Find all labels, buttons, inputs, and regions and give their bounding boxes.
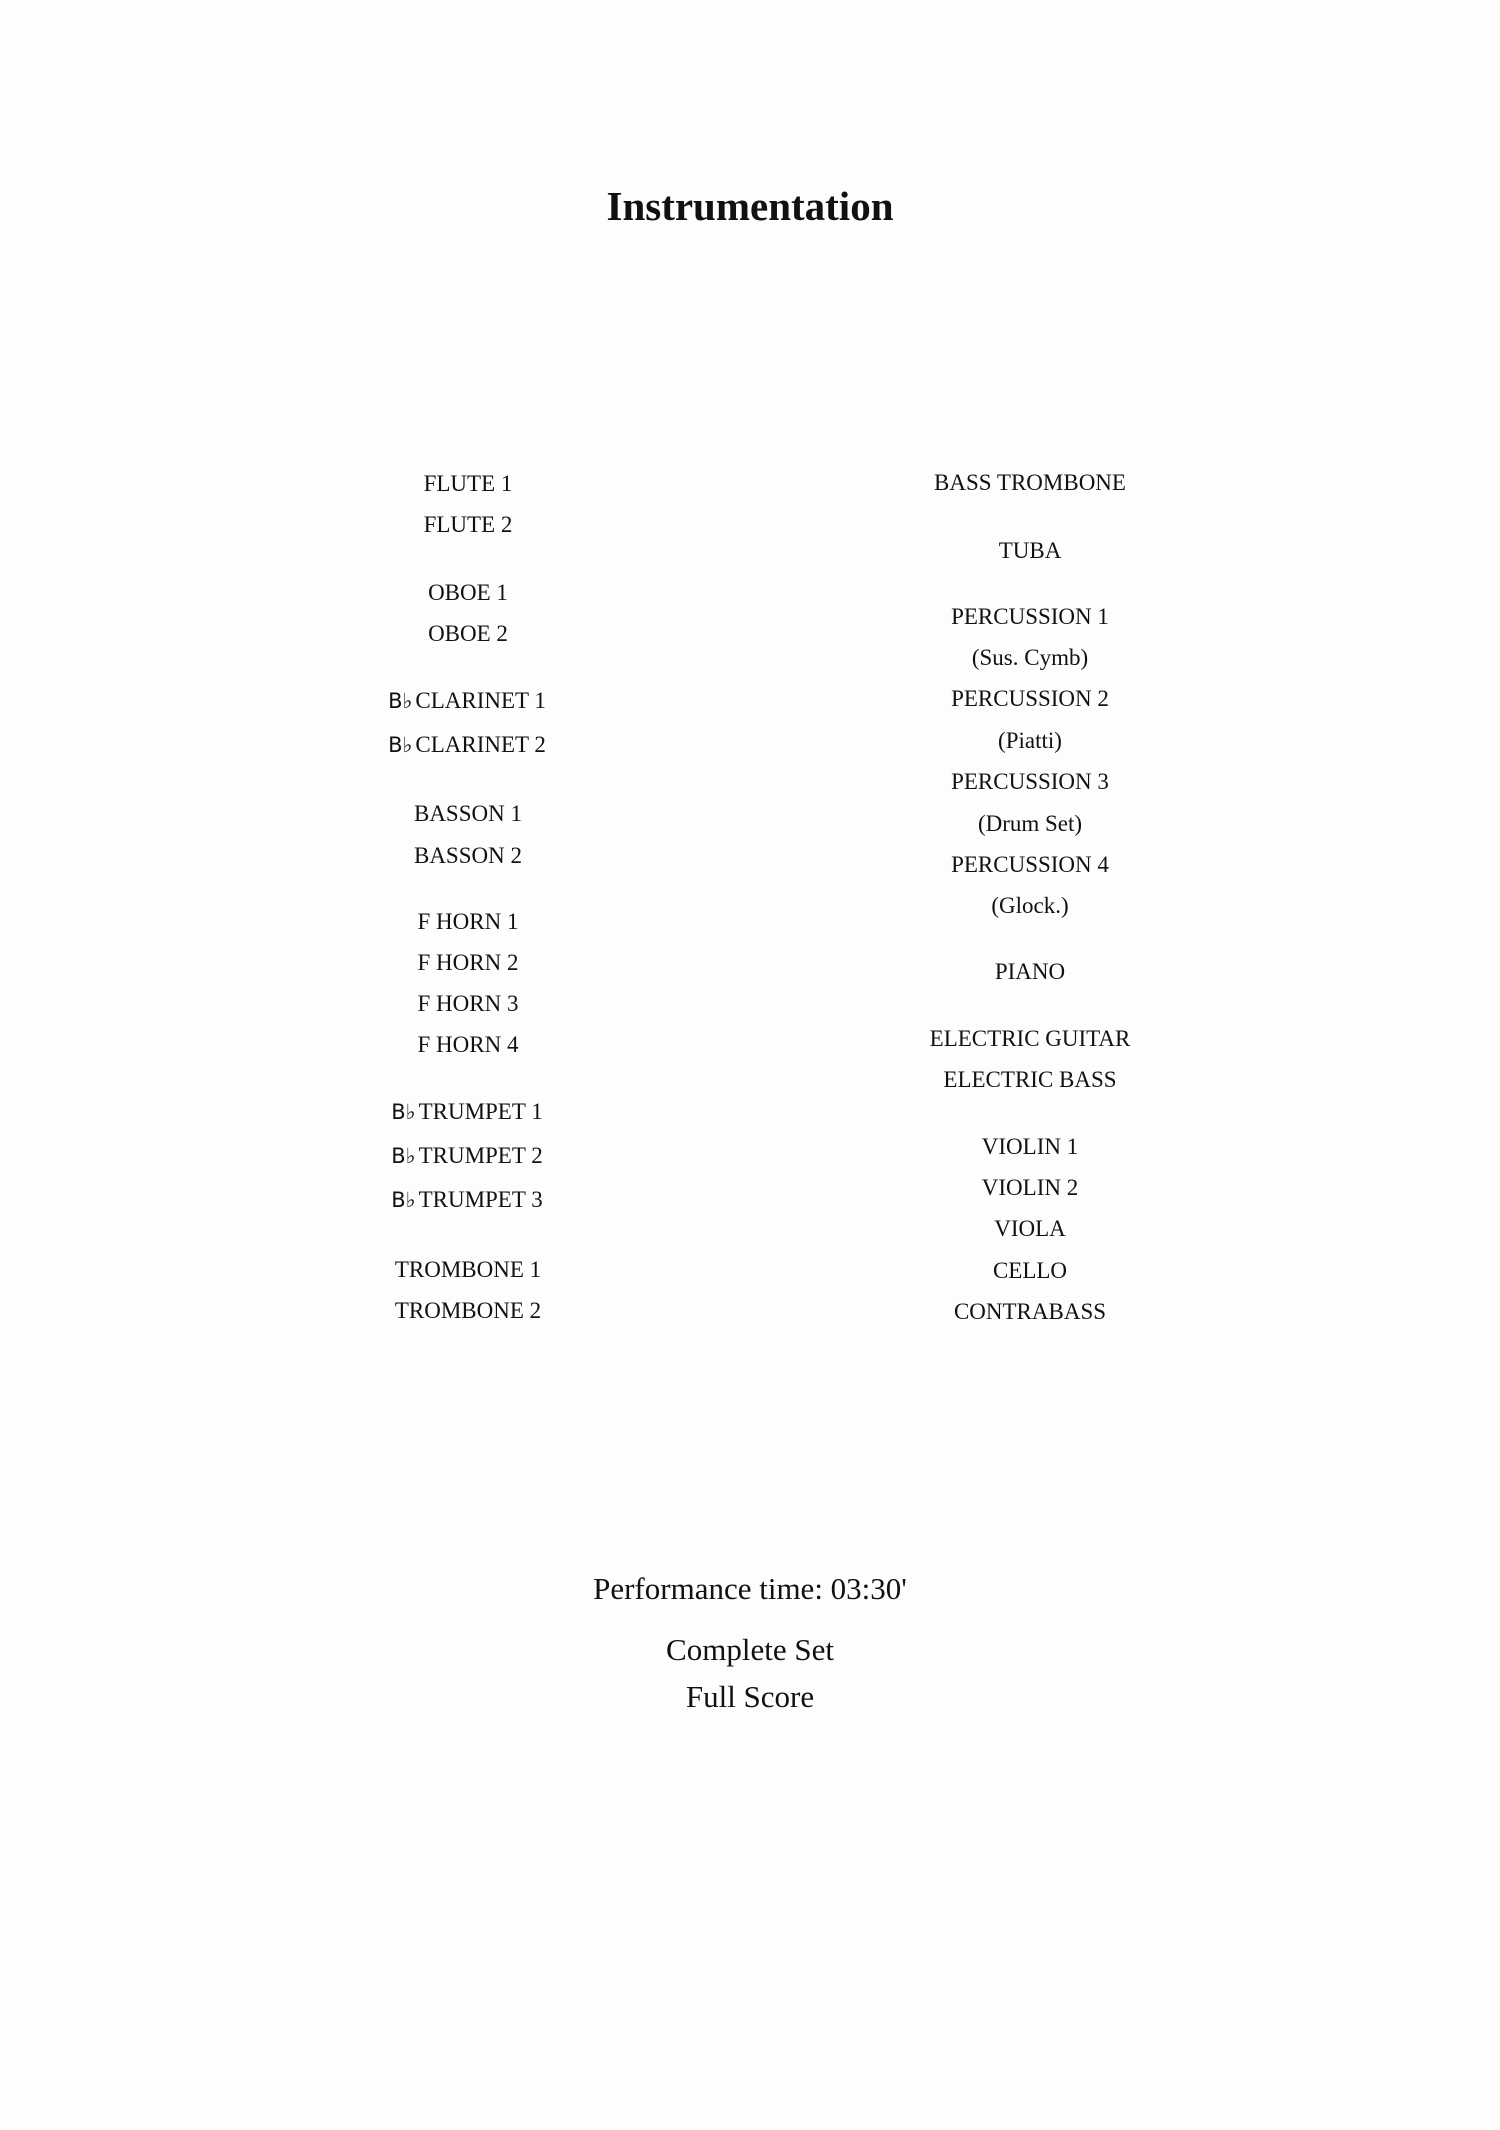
instrument-label: CLARINET 1: [415, 688, 546, 713]
instrument-label: BASSON 1: [413, 801, 522, 826]
flat-prefix: B♭: [391, 1188, 416, 1212]
instrument-entry: [268, 1296, 668, 1326]
instrument-entry: [268, 989, 668, 1019]
instrument-entry: VIOLA: [994, 1216, 1066, 1241]
instrument-entry: [268, 948, 668, 978]
flat-prefix: B♭: [388, 733, 413, 757]
instrument-entry: ELECTRIC GUITAR: [929, 1026, 1131, 1051]
instrument-entry: [268, 619, 668, 649]
instrument-entry: ELECTRIC BASS: [943, 1067, 1117, 1092]
instrument-note: (Drum Set): [977, 811, 1083, 836]
instrument-entry: [268, 1030, 668, 1060]
instrument-label: TROMBONE 1: [394, 1257, 542, 1282]
flat-prefix: B♭: [391, 1144, 416, 1168]
flat-prefix: B♭: [391, 1100, 416, 1124]
instrument-label: FLUTE 1: [423, 471, 513, 496]
instrument-entry: BASS TROMBONE: [934, 470, 1126, 495]
instrument-label: CLARINET 2: [415, 732, 546, 757]
instrument-entry: CONTRABASS: [953, 1299, 1107, 1324]
instrument-label: TRUMPET 2: [418, 1143, 543, 1168]
page-title: Instrumentation: [606, 183, 894, 229]
instrument-entry: [268, 1185, 668, 1215]
instrument-entry: VIOLIN 1: [981, 1134, 1079, 1159]
instrument-entry: [268, 1255, 668, 1285]
instrument-entry: VIOLIN 2: [981, 1175, 1079, 1200]
instrument-entry: TUBA: [998, 538, 1062, 563]
instrument-entry: [268, 510, 668, 540]
instrument-entry: PIANO: [994, 959, 1066, 984]
instrument-label: TRUMPET 1: [418, 1099, 543, 1124]
instrument-entry: [268, 1141, 668, 1171]
instrument-label: F HORN 2: [417, 950, 519, 975]
instrument-entry: [268, 686, 668, 716]
performance-time: Performance time: 03:30': [593, 1571, 907, 1606]
instrument-note: (Sus. Cymb): [971, 645, 1089, 670]
instrument-label: F HORN 3: [417, 991, 519, 1016]
instrument-entry: [268, 799, 668, 829]
instrument-label: F HORN 4: [417, 1032, 519, 1057]
instrument-entry: CELLO: [992, 1258, 1068, 1283]
instrument-list-left: [268, 0, 668, 1400]
instrument-entry: [268, 578, 668, 608]
instrument-entry: [268, 730, 668, 760]
instrument-label: F HORN 1: [417, 909, 519, 934]
instrument-entry: [268, 841, 668, 871]
instrument-entry: [268, 1097, 668, 1127]
instrument-label: OBOE 1: [428, 580, 508, 605]
instrument-label: OBOE 2: [428, 621, 508, 646]
instrument-label: TROMBONE 2: [394, 1298, 542, 1323]
instrument-note: (Glock.): [991, 893, 1069, 918]
flat-prefix: B♭: [388, 689, 413, 713]
instrument-entry: PERCUSSION 2: [951, 686, 1109, 711]
instrument-label: BASSON 2: [413, 843, 522, 868]
instrument-label: TRUMPET 3: [418, 1187, 543, 1212]
score-label: Full Score: [685, 1679, 815, 1714]
instrument-note: (Piatti): [998, 728, 1062, 753]
instrument-entry: [268, 907, 668, 937]
instrument-entry: PERCUSSION 4: [951, 852, 1109, 877]
instrument-entry: [268, 469, 668, 499]
set-label: Complete Set: [666, 1632, 834, 1667]
instrument-list-right: [830, 0, 1230, 1400]
instrument-label: FLUTE 2: [423, 512, 513, 537]
instrument-entry: PERCUSSION 1: [951, 604, 1109, 629]
instrument-entry: PERCUSSION 3: [951, 769, 1109, 794]
